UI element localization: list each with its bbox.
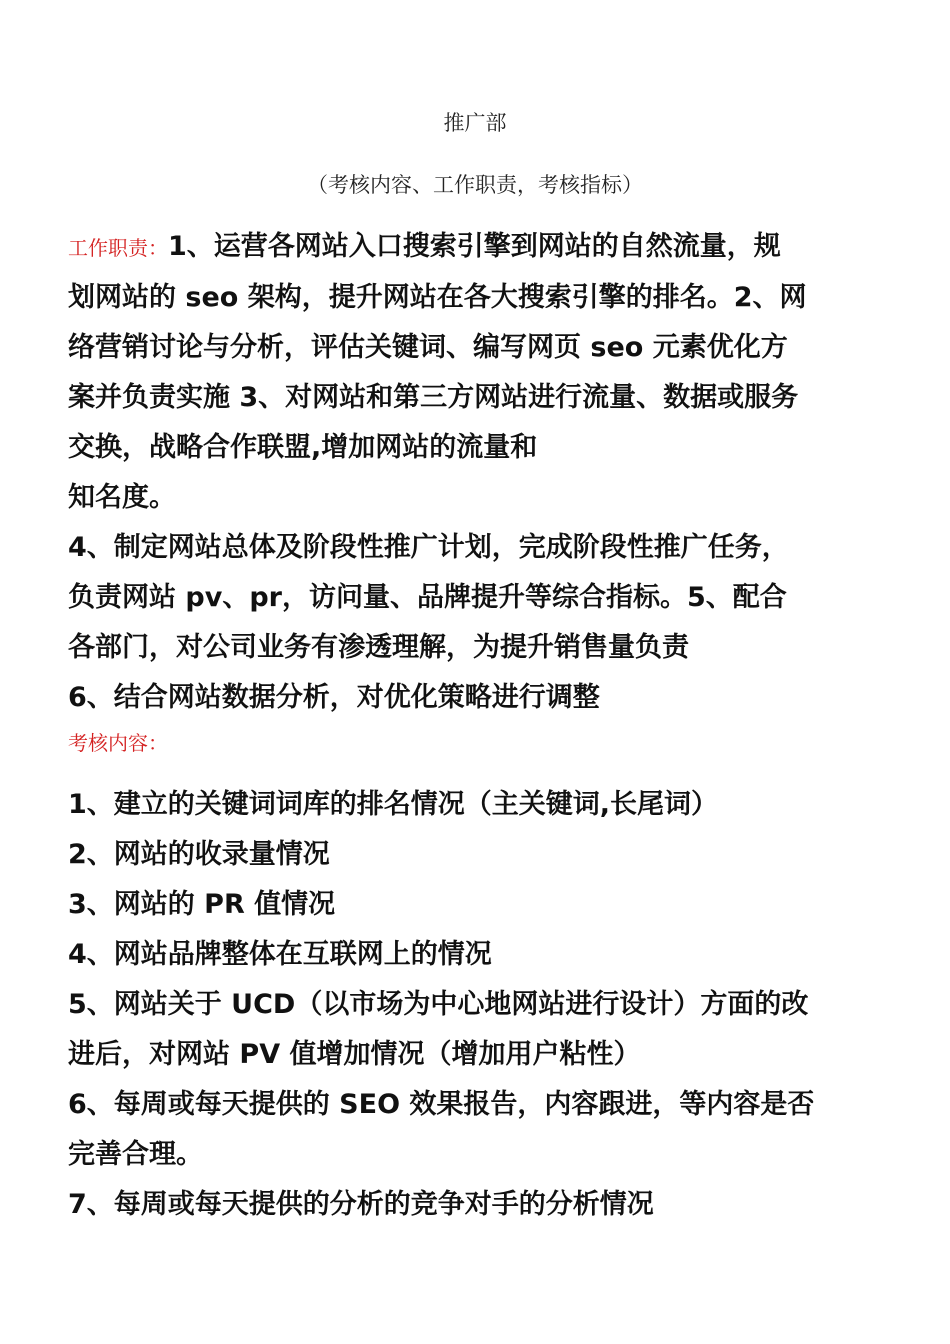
- duty-line: 络营销讨论与分析，评估关键词、编写网页 seo 元素优化方: [68, 332, 788, 363]
- assessment-line: 1、建立的关键词词库的排名情况（主关键词,长尾词）: [68, 789, 719, 820]
- assessment-line: 6、每周或每天提供的 SEO 效果报告，内容跟进，等内容是否: [68, 1089, 815, 1120]
- document-title: 推广部: [443, 111, 507, 135]
- assessment-line: 完善合理。: [68, 1139, 203, 1170]
- duty-line-text: 1、运营各网站入口搜索引擎到网站的自然流量，规: [168, 231, 781, 262]
- duty-line: 案并负责实施 3、对网站和第三方网站进行流量、数据或服务: [68, 382, 799, 413]
- duty-line: [68, 222, 898, 273]
- duty-line: 各部门，对公司业务有渗透理解，为提升销售量负责: [68, 632, 689, 663]
- duties-label: 工作职责：: [68, 236, 168, 260]
- assessment-line: 7、每周或每天提供的分析的竞争对手的分析情况: [68, 1189, 654, 1220]
- duty-line: 6、结合网站数据分析，对优化策略进行调整: [68, 682, 600, 713]
- duty-line: 负责网站 pv、pr，访问量、品牌提升等综合指标。5、配合: [68, 582, 787, 613]
- assessment-line: 4、网站品牌整体在互联网上的情况: [68, 939, 492, 970]
- assessment-line: 进后，对网站 PV 值增加情况（增加用户粘性）: [68, 1039, 641, 1070]
- assessment-line: 3、网站的 PR 值情况: [68, 889, 336, 920]
- duty-line: 交换，战略合作联盟,增加网站的流量和: [68, 432, 538, 463]
- duties-section: [68, 222, 898, 723]
- document-subtitle: （考核内容、工作职责，考核指标）: [307, 173, 643, 197]
- duty-line: 知名度。: [68, 482, 176, 513]
- assessment-section: [68, 780, 898, 1230]
- assessment-line: 5、网站关于 UCD（以市场为中心地网站进行设计）方面的改: [68, 989, 809, 1020]
- duty-line: 4、制定网站总体及阶段性推广计划，完成阶段性推广任务，: [68, 532, 789, 563]
- duty-line: 划网站的 seo 架构，提升网站在各大搜索引擎的排名。2、网: [68, 282, 807, 313]
- assessment-line: 2、网站的收录量情况: [68, 839, 330, 870]
- assessment-label: 考核内容：: [68, 731, 168, 755]
